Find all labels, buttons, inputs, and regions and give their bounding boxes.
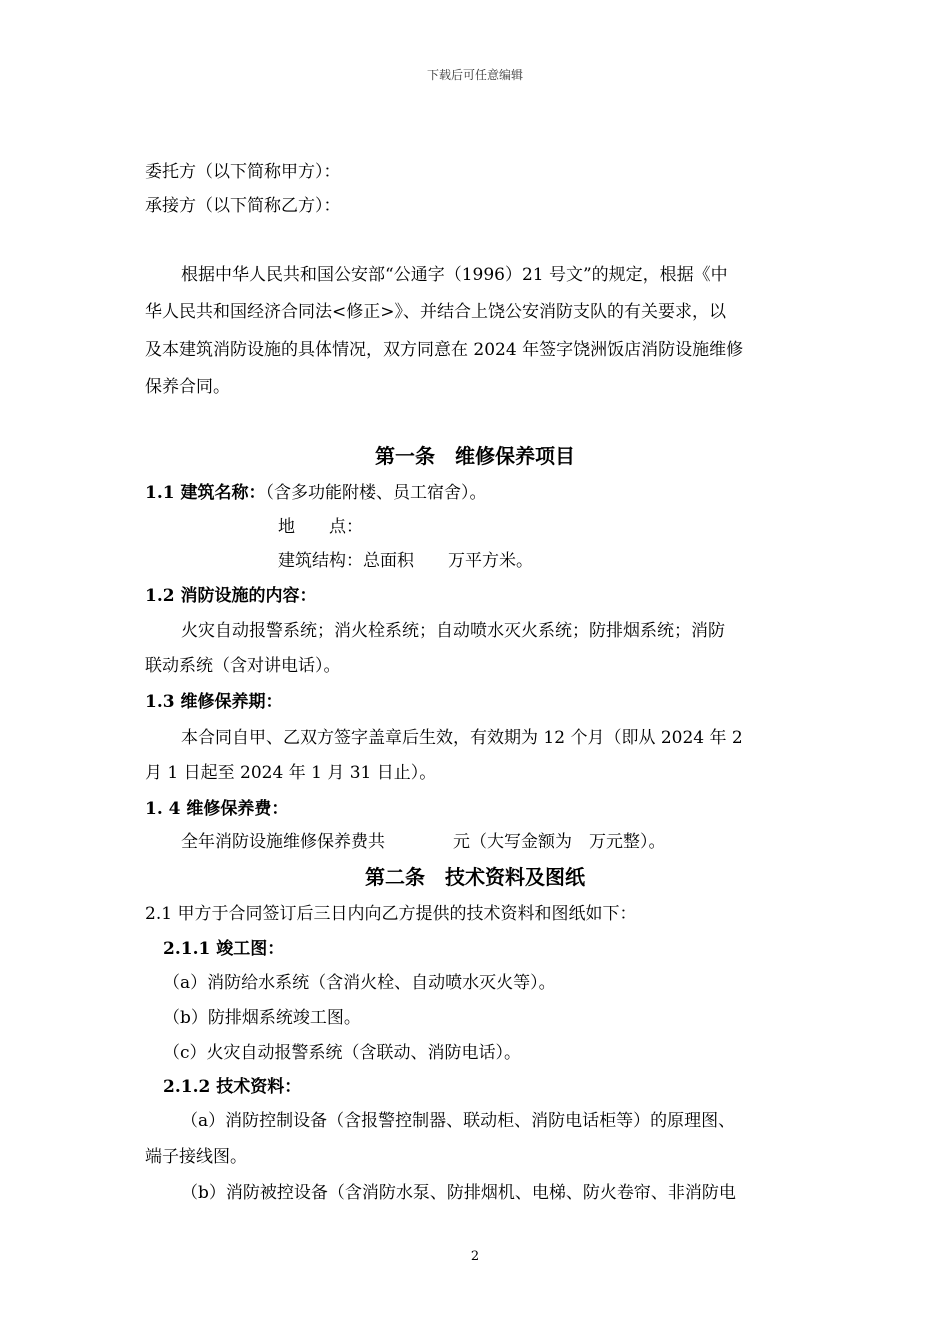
- section-1-3-line: 本合同自甲、乙双方签字盖章后生效，有效期为 12 个月（即从 2024 年 2: [181, 728, 743, 748]
- tech-doc-line: （a）消防控制设备（含报警控制器、联动柜、消防电话柜等）的原理图、: [181, 1111, 736, 1131]
- section-1-1-text: （含多功能附楼、员工宿舍）。: [265, 483, 487, 503]
- tech-doc-line: （b）消防被控设备（含消防水泵、防排烟机、电梯、防火卷帘、非消防电: [181, 1183, 736, 1203]
- section-1-3-label: 1.3 维修保养期：: [145, 692, 283, 712]
- drawing-item: （c）火灾自动报警系统（含联动、消防电话）。: [163, 1043, 522, 1063]
- section-2-1-2-label: 2.1.2 技术资料：: [163, 1077, 302, 1097]
- section-2-1: 2.1 甲方于合同签订后三日内向乙方提供的技术资料和图纸如下：: [145, 904, 637, 924]
- client-party: 委托方（以下简称甲方）：: [145, 162, 341, 182]
- section-1-2-line: 火灾自动报警系统；消火栓系统；自动喷水灭火系统；防排烟系统；消防: [181, 621, 725, 641]
- intro-line: 根据中华人民共和国公安部“公通字（1996）21 号文”的规定，根据《中: [181, 265, 728, 285]
- article1-title: 第一条 维修保养项目: [375, 444, 575, 468]
- drawing-item: （b）防排烟系统竣工图。: [163, 1008, 361, 1028]
- intro-line: 华人民共和国经济合同法<修正>》、并结合上饶公安消防支队的有关要求，以: [145, 302, 726, 322]
- section-1-4-text: 全年消防设施维修保养费共 元（大写金额为 万元整）。: [181, 832, 666, 852]
- section-1-2-line: 联动系统（含对讲电话）。: [145, 656, 341, 676]
- page-header: 下载后可任意编辑: [426, 68, 523, 82]
- contractor-party: 承接方（以下简称乙方）：: [145, 196, 341, 216]
- tech-doc-line: 端子接线图。: [145, 1147, 247, 1167]
- drawing-item: （a）消防给水系统（含消火栓、自动喷水灭火等）。: [163, 973, 556, 993]
- article2-title: 第二条 技术资料及图纸: [365, 865, 585, 889]
- section-2-1-1-label: 2.1.1 竣工图：: [163, 939, 285, 959]
- structure-field: 建筑结构：总面积 万平方米。: [278, 551, 533, 571]
- page-number: 2: [470, 1249, 480, 1264]
- section-1-4-label: 1. 4 维修保养费：: [145, 799, 289, 819]
- section-1-2-label: 1.2 消防设施的内容：: [145, 586, 317, 606]
- section-1-1-label: 1.1 建筑名称：: [145, 483, 266, 503]
- section-1-3-line: 月 1 日起至 2024 年 1 月 31 日止）。: [145, 763, 437, 783]
- intro-line: 及本建筑消防设施的具体情况，双方同意在 2024 年签字饶洲饭店消防设施维修: [145, 340, 744, 360]
- intro-line: 保养合同。: [145, 377, 230, 397]
- section-1-1: [145, 482, 487, 504]
- location-field: 地 点：: [278, 517, 363, 537]
